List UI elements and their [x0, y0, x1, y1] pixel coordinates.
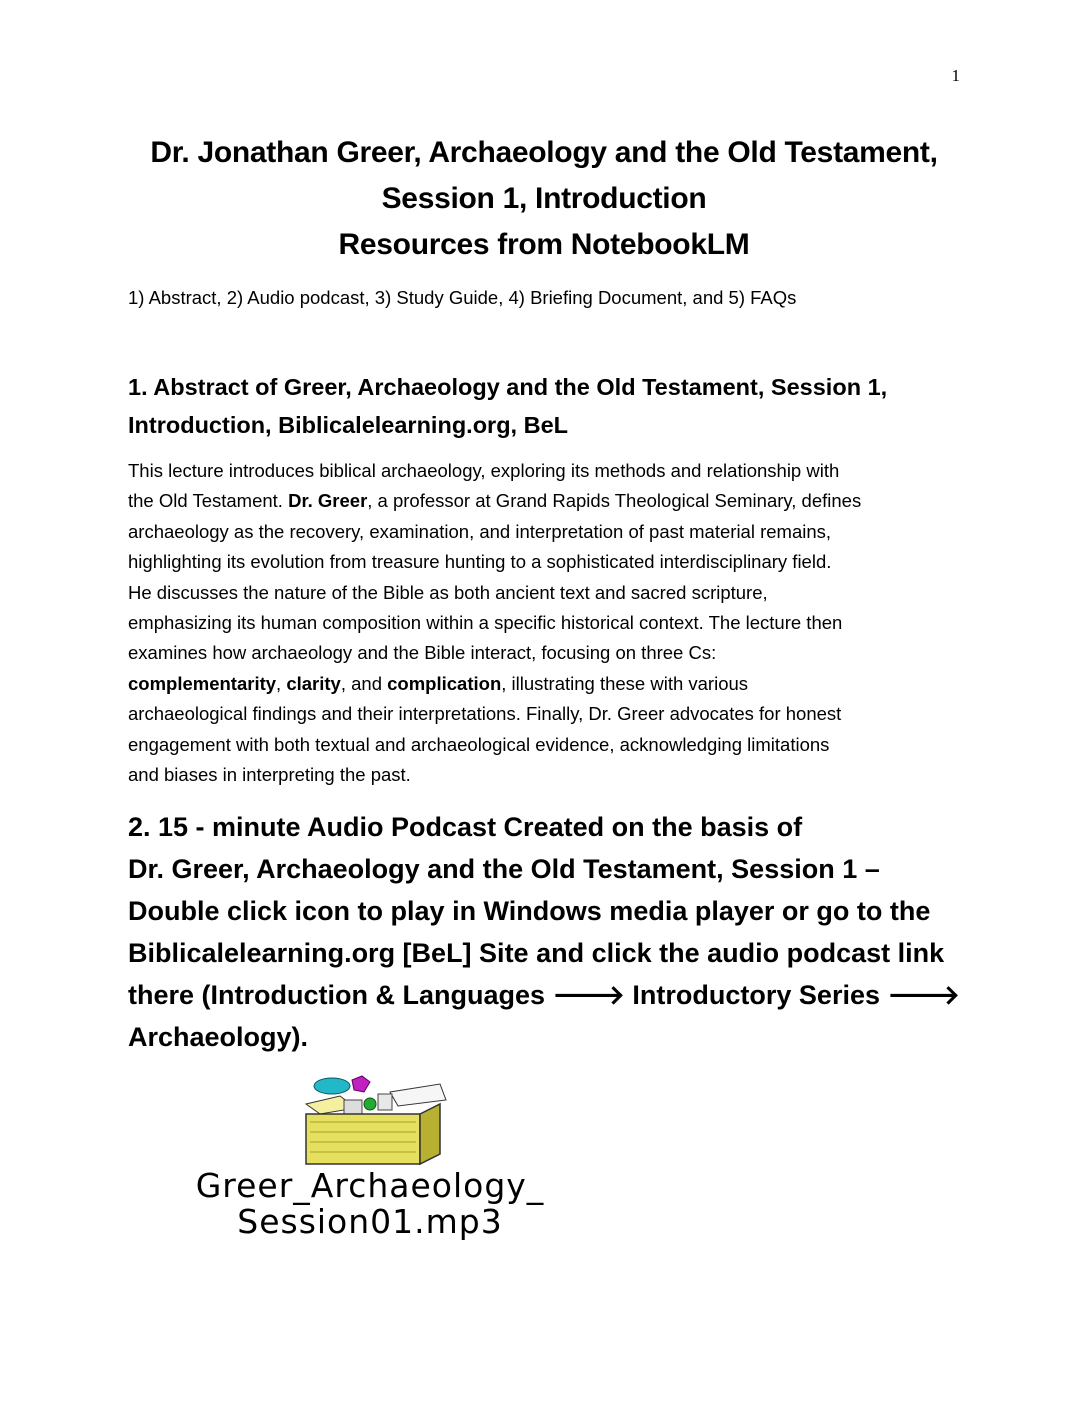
abstract-text: ,: [276, 672, 287, 694]
section-1-heading-line-2: Introduction, Biblicalelearning.org, BeL: [128, 412, 569, 438]
abstract-line: engagement with both textual and archaeological evidence, acknowledging limitations: [128, 733, 830, 755]
abstract-line: [128, 486, 958, 516]
section-2-text: Introductory Series: [624, 980, 888, 1010]
author-name: Dr. Greer: [288, 490, 368, 512]
title-line-1: Dr. Jonathan Greer, Archaeology and the Old Testament,: [150, 136, 938, 169]
abstract-line: [128, 669, 958, 699]
abstract-line: archaeological findings and their interpretations. Finally, Dr. Greer advocates for honest: [128, 703, 842, 725]
table-of-contents: 1) Abstract, 2) Audio podcast, 3) Study Guide, 4) Briefing Document, and 5) FAQs: [128, 287, 797, 308]
arrow-right-icon: 🡒: [552, 980, 625, 1010]
section-2-line: Archaeology).: [128, 1022, 309, 1052]
abstract-line: and biases in interpreting the past.: [128, 764, 411, 786]
media-file-label-line-1: Greer_Archaeology_: [195, 1166, 545, 1205]
section-1-heading-line-1: 1. Abstract of Greer, Archaeology and the Old Testament, Session 1,: [128, 374, 888, 400]
section-2-line: Dr. Greer, Archaeology and the Old Testament, Session 1 –: [128, 854, 880, 884]
keyword-complication: complication: [387, 672, 502, 694]
section-2-heading: [128, 806, 988, 1058]
media-file-label-line-2: Session01.mp3: [237, 1202, 503, 1241]
arrow-right-icon: 🡒: [887, 980, 960, 1010]
section-2-line: Double click icon to play in Windows media player or go to the: [128, 896, 931, 926]
abstract-text: the Old Testament.: [128, 490, 289, 512]
abstract-text: , illustrating these with various: [501, 672, 749, 694]
keyword-complementarity: complementarity: [128, 672, 277, 694]
abstract-line: archaeology as the recovery, examination, and interpretation of past material remains,: [128, 520, 832, 542]
section-2-line: Biblicalelearning.org [BeL] Site and click the audio podcast link: [128, 938, 945, 968]
abstract-text: , a professor at Grand Rapids Theological Seminary, defines: [367, 490, 862, 512]
page-title: [100, 130, 988, 268]
keyword-clarity: clarity: [286, 672, 341, 694]
section-2-line: 2. 15 - minute Audio Podcast Created on the basis of: [128, 812, 803, 842]
media-package-icon[interactable]: [300, 1074, 450, 1168]
section-2-line: [128, 974, 988, 1016]
abstract-line: emphasizing its human composition within a specific historical context. The lecture then: [128, 612, 843, 634]
title-line-2: Session 1, Introduction: [381, 182, 707, 215]
page-number: 1: [951, 66, 960, 85]
section-2-text: there (Introduction & Languages: [128, 980, 553, 1010]
abstract-text: , and: [340, 672, 388, 694]
title-line-3: Resources from NotebookLM: [338, 228, 750, 261]
media-file-label[interactable]: [120, 1168, 620, 1240]
abstract-paragraph: [128, 456, 958, 790]
abstract-line: This lecture introduces biblical archaeology, exploring its methods and relationship with: [128, 460, 840, 481]
abstract-line: He discusses the nature of the Bible as both ancient text and sacred scripture,: [128, 581, 768, 603]
section-1-heading: [128, 368, 968, 444]
abstract-line: examines how archaeology and the Bible interact, focusing on three Cs:: [128, 642, 717, 664]
abstract-line: highlighting its evolution from treasure hunting to a sophisticated interdisciplinary field.: [128, 551, 832, 573]
